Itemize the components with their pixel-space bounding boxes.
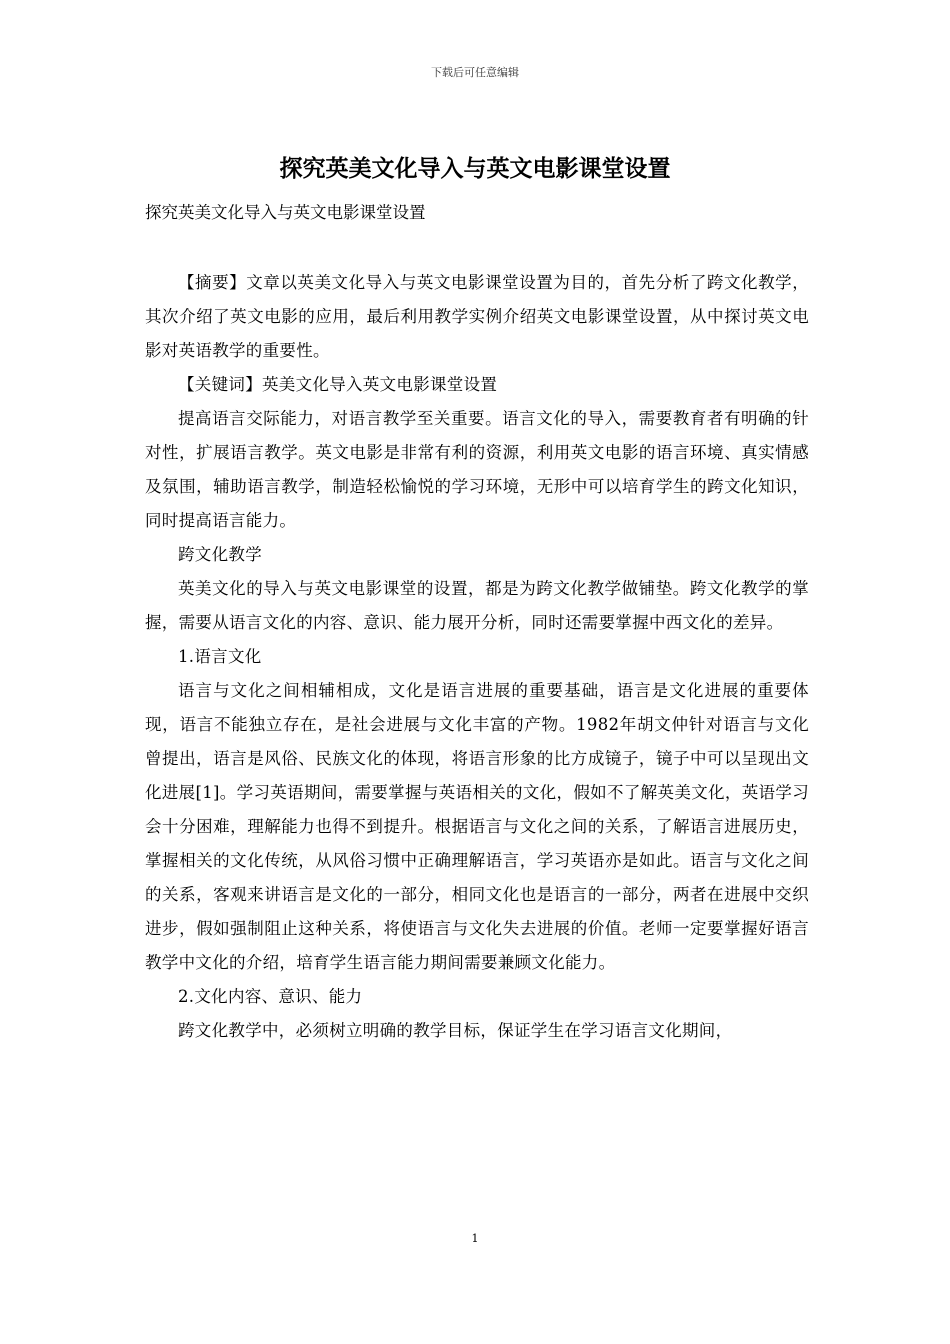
abstract-paragraph: 【摘要】文章以英美文化导入与英文电影课堂设置为目的，首先分析了跨文化教学，其次介绍了英文电影的应用，最后利用教学实例介绍英文电影课堂设置，从中探讨英文电影对英语教学的重要性。 — [145, 273, 809, 360]
section-paragraph: 英美文化的导入与英文电影课堂的设置，都是为跨文化教学做铺垫。跨文化教学的掌握，需要从语言文化的内容、意识、能力展开分析，同时还需要掌握中西文化的差异。 — [145, 579, 809, 632]
page-header-note: 下载后可任意编辑 — [431, 66, 519, 79]
subsection-paragraph-1: 语言与文化之间相辅相成，文化是语言进展的重要基础，语言是文化进展的重要体现，语言不能独立存在，是社会进展与文化丰富的产物。1982年胡文仲针对语言与文化曾提出，语言是风俗、民族文化的体现，将语言形象的比方成镜子，镜子中可以呈现出文化进展[1]。学习英语期间，需要掌握与英语相关的文化，假如不了解英美文化，英语学习会十分困难，理解能力也得不到提升。根据语言与文化之间的关系，了解语言进展历史，掌握相关的文化传统，从风俗习惯中正确理解语言，学习英语亦是如此。语言与文化之间的关系，客观来讲语言是文化的一部分，相同文化也是语言的一部分，两者在进展中交织进步，假如强制阻止这种关系，将使语言与文化失去进展的价值。老师一定要掌握好语言教学中文化的介绍，培育学生语言能力期间需要兼顾文化能力。 — [145, 681, 809, 972]
section-heading: 跨文化教学 — [178, 545, 262, 564]
intro-paragraph: 提高语言交际能力，对语言教学至关重要。语言文化的导入，需要教育者有明确的针对性，扩展语言教学。英文电影是非常有利的资源，利用英文电影的语言环境、真实情感及氛围，辅助语言教学，制造轻松愉悦的学习环境，无形中可以培育学生的跨文化知识，同时提高语言能力。 — [145, 409, 809, 530]
subsection-paragraph-2: 跨文化教学中，必须树立明确的教学目标，保证学生在学习语言文化期间， — [178, 1021, 733, 1040]
document-subtitle: 探究英美文化导入与英文电影课堂设置 — [145, 203, 426, 222]
document-body — [145, 266, 809, 1048]
keywords-paragraph: 【关键词】英美文化导入英文电影课堂设置 — [178, 375, 498, 394]
subsection-heading-2: 2.文化内容、意识、能力 — [178, 987, 363, 1006]
document-title: 探究英美文化导入与英文电影课堂设置 — [279, 155, 671, 182]
page-number: 1 — [471, 1232, 479, 1245]
subsection-heading-1: 1.语言文化 — [178, 647, 262, 666]
